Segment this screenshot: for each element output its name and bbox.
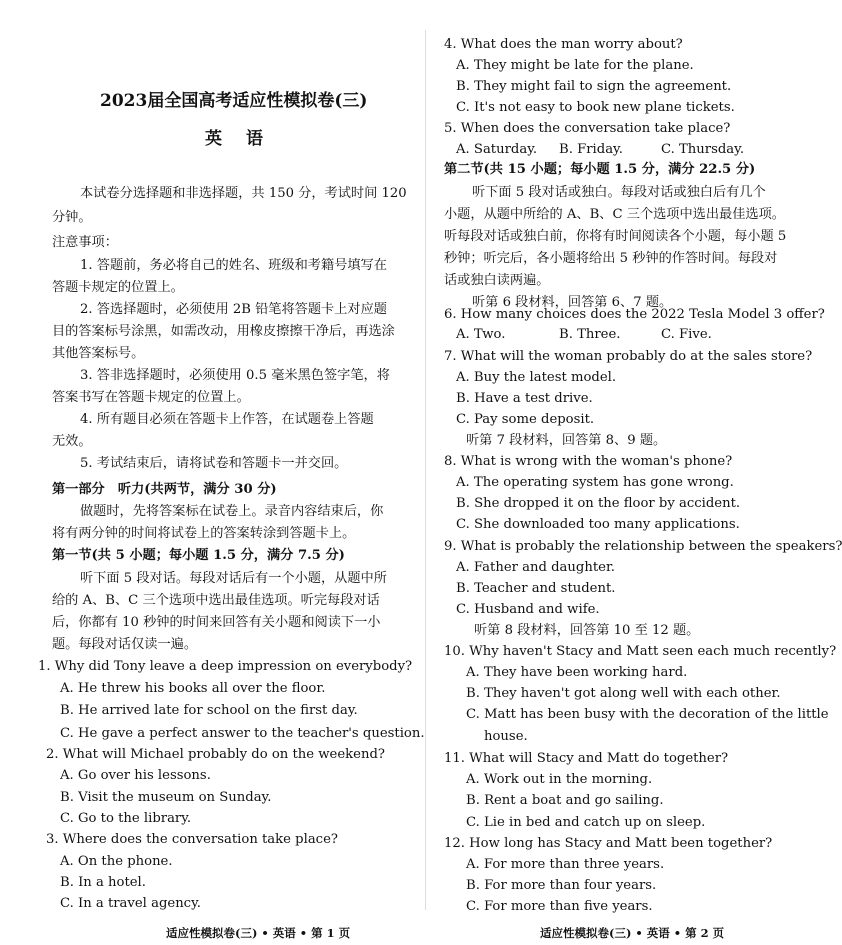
option: B. Rent a boat and go sailing. xyxy=(466,793,664,808)
option: A. Father and daughter. xyxy=(456,560,615,575)
option: C. Five. xyxy=(661,327,712,342)
material-6-note: 听第 6 段材料，回答第 6、7 题。 xyxy=(472,295,673,310)
question-4: 4. What does the man worry about? xyxy=(444,37,683,52)
option: C. Pay some deposit. xyxy=(456,412,595,427)
note-line: 目的答案标号涂黑，如需改动，用橡皮擦擦干净后，再选涂 xyxy=(52,324,395,339)
option: C. She downloaded too many applications. xyxy=(456,517,740,532)
question-6: 6. How many choices does the 2022 Tesla Model 3 offer? xyxy=(444,307,825,322)
option: A. They have been working hard. xyxy=(466,665,688,680)
option: B. They might fail to sign the agreement. xyxy=(456,79,732,94)
notes-heading: 注意事项： xyxy=(52,235,118,250)
option: A. He threw his books all over the floor. xyxy=(60,681,326,696)
note-line: 答案书写在答题卡规定的位置上。 xyxy=(52,390,250,405)
subject-title: 英语 xyxy=(205,129,287,149)
section1-heading: 第一节(共 5 小题；每小题 1.5 分，满分 7.5 分) xyxy=(52,548,345,563)
option: A. Work out in the morning. xyxy=(466,772,653,787)
material-8-note: 听第 8 段材料，回答第 10 至 12 题。 xyxy=(474,623,700,638)
section1-instruction: 给的 A、B、C 三个选项中选出最佳选项。听完每段对话 xyxy=(52,593,380,608)
intro-line: 本试卷分选择题和非选择题，共 150 分，考试时间 120 xyxy=(80,186,407,201)
option: C. For more than five years. xyxy=(466,899,653,914)
question-10: 10. Why haven't Stacy and Matt seen each much recently? xyxy=(444,644,837,659)
section2-heading: 第二节(共 15 小题；每小题 1.5 分，满分 22.5 分) xyxy=(444,162,756,177)
option: A. Two. xyxy=(456,327,506,342)
option: B. They haven't got along well with each other. xyxy=(466,686,781,701)
option: A. Saturday. xyxy=(456,142,538,157)
section2-instruction: 小题，从题中所给的 A、B、C 三个选项中选出最佳选项。 xyxy=(444,207,785,222)
section2-instruction: 听每段对话或独白前，你将有时间阅读各个小题，每小题 5 xyxy=(444,229,787,244)
note-line: 2. 答选择题时，必须使用 2B 铅笔将答题卡上对应题 xyxy=(80,302,387,317)
intro-line: 分钟。 xyxy=(52,210,92,225)
note-line: 5. 考试结束后，请将试卷和答题卡一并交回。 xyxy=(80,456,348,471)
question-2: 2. What will Michael probably do on the weekend? xyxy=(46,747,385,762)
part1-instruction: 做题时，先将答案标在试卷上。录音内容结束后，你 xyxy=(80,504,384,519)
section1-instruction: 后，你都有 10 秒钟的时间来回答有关小题和阅读下一小 xyxy=(52,615,381,630)
question-11: 11. What will Stacy and Matt do together? xyxy=(444,751,729,766)
section2-instruction: 听下面 5 段对话或独白。每段对话或独白后有几个 xyxy=(472,185,766,200)
page-1-footer: 适应性模拟卷(三) • 英语 • 第 1 页 xyxy=(166,926,351,940)
option: A. For more than three years. xyxy=(466,857,665,872)
part1-instruction: 将有两分钟的时间将试卷上的答案转涂到答题卡上。 xyxy=(52,526,356,541)
section1-instruction: 题。每段对话仅读一遍。 xyxy=(52,637,198,652)
option: B. Teacher and student. xyxy=(456,581,616,596)
question-8: 8. What is wrong with the woman's phone? xyxy=(444,454,733,469)
note-line: 4. 所有题目必须在答题卡上作答，在试题卷上答题 xyxy=(80,412,374,427)
option: C. Thursday. xyxy=(661,142,745,157)
option: A. They might be late for the plane. xyxy=(456,58,694,73)
material-7-note: 听第 7 段材料，回答第 8、9 题。 xyxy=(466,433,667,448)
option: A. Go over his lessons. xyxy=(60,768,211,783)
note-line: 其他答案标号。 xyxy=(52,346,145,361)
option: B. She dropped it on the floor by accident. xyxy=(456,496,741,511)
option: C. Husband and wife. xyxy=(456,602,600,617)
question-5: 5. When does the conversation take place? xyxy=(444,121,731,136)
section2-instruction: 秒钟；听完后，各小题将给出 5 秒钟的作答时间。每段对 xyxy=(444,251,778,266)
question-3: 3. Where does the conversation take place? xyxy=(46,832,338,847)
option: A. On the phone. xyxy=(60,854,173,869)
exam-title: 2023届全国高考适应性模拟卷(三) xyxy=(100,91,368,111)
option: C. He gave a perfect answer to the teacher's question. xyxy=(60,726,425,741)
question-7: 7. What will the woman probably do at the sales store? xyxy=(444,349,813,364)
question-9: 9. What is probably the relationship between the speakers? xyxy=(444,539,842,554)
option: A. The operating system has gone wrong. xyxy=(456,475,734,490)
option: C. It's not easy to book new plane tickets. xyxy=(456,100,735,115)
option: B. In a hotel. xyxy=(60,875,146,890)
option: C. Go to the library. xyxy=(60,811,192,826)
option: B. For more than four years. xyxy=(466,878,657,893)
question-1: 1. Why did Tony leave a deep impression on everybody? xyxy=(38,659,413,674)
option: B. He arrived late for school on the first day. xyxy=(60,703,358,718)
note-line: 无效。 xyxy=(52,434,92,449)
part1-heading: 第一部分 听力(共两节，满分 30 分) xyxy=(52,482,277,497)
option: C. Lie in bed and catch up on sleep. xyxy=(466,815,706,830)
note-line: 3. 答非选择题时，必须使用 0.5 毫米黑色签字笔，将 xyxy=(80,368,390,383)
note-line: 1. 答题前，务必将自己的姓名、班级和考籍号填写在 xyxy=(80,258,387,273)
option: C. In a travel agency. xyxy=(60,896,201,911)
option: B. Have a test drive. xyxy=(456,391,593,406)
option-continuation: house. xyxy=(484,729,528,744)
column-divider xyxy=(425,30,426,910)
note-line: 答题卡规定的位置上。 xyxy=(52,280,184,295)
option: A. Buy the latest model. xyxy=(456,370,617,385)
option: B. Friday. xyxy=(559,142,623,157)
page-2-footer: 适应性模拟卷(三) • 英语 • 第 2 页 xyxy=(540,926,725,940)
option: C. Matt has been busy with the decoration of the little xyxy=(466,707,829,722)
option: B. Visit the museum on Sunday. xyxy=(60,790,272,805)
question-12: 12. How long has Stacy and Matt been together? xyxy=(444,836,773,851)
section1-instruction: 听下面 5 段对话。每段对话后有一个小题，从题中所 xyxy=(80,571,387,586)
section2-instruction: 话或独白读两遍。 xyxy=(444,273,550,288)
option: B. Three. xyxy=(559,327,621,342)
